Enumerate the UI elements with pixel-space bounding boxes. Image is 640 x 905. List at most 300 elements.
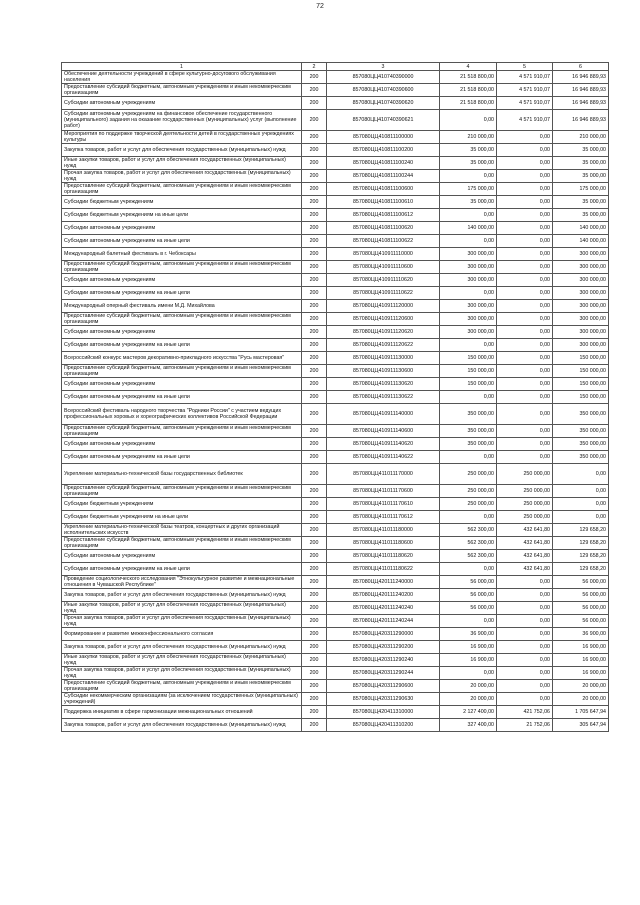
cell-executed-amount: 0,00 xyxy=(497,300,553,313)
table-row xyxy=(62,667,609,680)
cell-approved-amount: 300 000,00 xyxy=(440,313,497,326)
cell-approved-amount: 35 000,00 xyxy=(440,196,497,209)
cell-unexecuted-amount: 16 946 889,93 xyxy=(553,110,609,131)
cell-executed-amount: 0,00 xyxy=(497,352,553,365)
cell-unexecuted-amount: 150 000,00 xyxy=(553,378,609,391)
table-row xyxy=(62,404,609,425)
cell-unexecuted-amount: 16 946 889,93 xyxy=(553,71,609,84)
table-row xyxy=(62,222,609,235)
cell-classification-code: 857080ЦЦ410811100610 xyxy=(327,196,440,209)
cell-line-code: 200 xyxy=(302,589,327,602)
cell-executed-amount: 0,00 xyxy=(497,131,553,144)
cell-unexecuted-amount: 350 000,00 xyxy=(553,451,609,464)
cell-approved-amount: 0,00 xyxy=(440,339,497,352)
cell-description: Международный балетный фестиваль в г. Чебоксары xyxy=(62,248,302,261)
cell-line-code: 200 xyxy=(302,287,327,300)
cell-line-code: 200 xyxy=(302,209,327,222)
cell-description: Предоставление субсидий бюджетным, автономным учреждениям и иным некоммерческим организациям xyxy=(62,537,302,550)
table-row xyxy=(62,313,609,326)
cell-approved-amount: 0,00 xyxy=(440,391,497,404)
cell-classification-code: 857080ЦЦ411011180000 xyxy=(327,524,440,537)
cell-approved-amount: 300 000,00 xyxy=(440,326,497,339)
cell-approved-amount: 175 000,00 xyxy=(440,183,497,196)
cell-approved-amount: 350 000,00 xyxy=(440,404,497,425)
cell-line-code: 200 xyxy=(302,680,327,693)
cell-executed-amount: 4 571 910,07 xyxy=(497,110,553,131)
cell-classification-code: 857080ЦЦ411011170612 xyxy=(327,511,440,524)
cell-line-code: 200 xyxy=(302,170,327,183)
cell-approved-amount: 21 518 800,00 xyxy=(440,71,497,84)
cell-classification-code: 857080ЦЦ410811100620 xyxy=(327,222,440,235)
cell-classification-code: 857080ЦЦ420111240000 xyxy=(327,576,440,589)
cell-unexecuted-amount: 35 000,00 xyxy=(553,170,609,183)
cell-executed-amount: 0,00 xyxy=(497,628,553,641)
cell-classification-code: 857080ЦЦ410811100000 xyxy=(327,131,440,144)
cell-executed-amount: 4 571 910,07 xyxy=(497,97,553,110)
cell-classification-code: 857080ЦЦ410811100240 xyxy=(327,157,440,170)
table-row xyxy=(62,84,609,97)
cell-approved-amount: 562 300,00 xyxy=(440,550,497,563)
cell-unexecuted-amount: 36 900,00 xyxy=(553,628,609,641)
cell-line-code: 200 xyxy=(302,157,327,170)
cell-unexecuted-amount: 300 000,00 xyxy=(553,313,609,326)
cell-unexecuted-amount: 20 000,00 xyxy=(553,693,609,706)
column-header: 1 xyxy=(62,63,302,71)
cell-approved-amount: 210 000,00 xyxy=(440,131,497,144)
cell-approved-amount: 150 000,00 xyxy=(440,365,497,378)
cell-line-code: 200 xyxy=(302,404,327,425)
cell-description: Прочая закупка товаров, работ и услуг для обеспечения государственных (муниципальных) нужд xyxy=(62,615,302,628)
cell-line-code: 200 xyxy=(302,576,327,589)
cell-unexecuted-amount: 140 000,00 xyxy=(553,222,609,235)
cell-classification-code: 857080ЦЦ410811100200 xyxy=(327,144,440,157)
table-row xyxy=(62,641,609,654)
cell-executed-amount: 250 000,00 xyxy=(497,511,553,524)
cell-description: Прочая закупка товаров, работ и услуг для обеспечения государственных (муниципальных) нужд xyxy=(62,170,302,183)
cell-line-code: 200 xyxy=(302,274,327,287)
cell-description: Предоставление субсидий бюджетным, автономным учреждениям и иным некоммерческим организациям xyxy=(62,84,302,97)
cell-description: Предоставление субсидий бюджетным, автономным учреждениям и иным некоммерческим организациям xyxy=(62,425,302,438)
table-row xyxy=(62,196,609,209)
cell-description: Поддержка инициатив в сфере гармонизации межнациональных отношений xyxy=(62,706,302,719)
cell-executed-amount: 4 571 910,07 xyxy=(497,71,553,84)
cell-description: Субсидии автономным учреждениям на иные цели xyxy=(62,339,302,352)
cell-description: Субсидии автономным учреждениям xyxy=(62,378,302,391)
cell-executed-amount: 0,00 xyxy=(497,248,553,261)
cell-executed-amount: 0,00 xyxy=(497,209,553,222)
cell-description: Субсидии бюджетным учреждениям на иные цели xyxy=(62,209,302,222)
cell-line-code: 200 xyxy=(302,131,327,144)
cell-description: Субсидии некоммерческим организациям (за исключением государственных (муниципальных) учреждений) xyxy=(62,693,302,706)
cell-approved-amount: 0,00 xyxy=(440,235,497,248)
cell-description: Субсидии автономным учреждениям xyxy=(62,326,302,339)
cell-executed-amount: 0,00 xyxy=(497,261,553,274)
cell-executed-amount: 0,00 xyxy=(497,157,553,170)
cell-line-code: 200 xyxy=(302,693,327,706)
cell-description: Субсидии автономным учреждениям xyxy=(62,438,302,451)
cell-description: Субсидии бюджетным учреждениям на иные цели xyxy=(62,511,302,524)
cell-description: Субсидии автономным учреждениям на финансовое обеспечение государственного (муниципального) задания на оказание государственных (муниципальных) услуг (выполнение работ) xyxy=(62,110,302,131)
cell-executed-amount: 250 000,00 xyxy=(497,485,553,498)
cell-executed-amount: 0,00 xyxy=(497,144,553,157)
cell-line-code: 200 xyxy=(302,144,327,157)
table-row xyxy=(62,391,609,404)
cell-classification-code: 857080ЦЦ410811100244 xyxy=(327,170,440,183)
cell-description: Формирование и развитие межконфессионального согласия xyxy=(62,628,302,641)
cell-line-code: 200 xyxy=(302,641,327,654)
cell-line-code: 200 xyxy=(302,706,327,719)
cell-classification-code: 857080ЦЦ410911110620 xyxy=(327,274,440,287)
cell-unexecuted-amount: 16 900,00 xyxy=(553,654,609,667)
cell-description: Субсидии бюджетным учреждениям xyxy=(62,498,302,511)
cell-line-code: 200 xyxy=(302,300,327,313)
table-row xyxy=(62,131,609,144)
cell-description: Субсидии автономным учреждениям на иные цели xyxy=(62,287,302,300)
cell-executed-amount: 4 571 910,07 xyxy=(497,84,553,97)
cell-description: Субсидии автономным учреждениям на иные цели xyxy=(62,563,302,576)
cell-approved-amount: 350 000,00 xyxy=(440,425,497,438)
cell-classification-code: 857080ЦЦ410911130620 xyxy=(327,378,440,391)
cell-line-code: 200 xyxy=(302,628,327,641)
cell-line-code: 200 xyxy=(302,464,327,485)
cell-classification-code: 857080ЦЦ420311290630 xyxy=(327,693,440,706)
cell-classification-code: 857080ЦЦ411011180622 xyxy=(327,563,440,576)
cell-approved-amount: 150 000,00 xyxy=(440,352,497,365)
cell-executed-amount: 0,00 xyxy=(497,339,553,352)
table-row xyxy=(62,157,609,170)
cell-classification-code: 857080ЦЦ410911120000 xyxy=(327,300,440,313)
cell-approved-amount: 0,00 xyxy=(440,667,497,680)
cell-line-code: 200 xyxy=(302,378,327,391)
cell-executed-amount: 0,00 xyxy=(497,287,553,300)
cell-line-code: 200 xyxy=(302,365,327,378)
table-body xyxy=(62,71,609,732)
cell-unexecuted-amount: 150 000,00 xyxy=(553,365,609,378)
cell-unexecuted-amount: 56 000,00 xyxy=(553,602,609,615)
cell-executed-amount: 432 641,80 xyxy=(497,537,553,550)
cell-line-code: 200 xyxy=(302,222,327,235)
cell-classification-code: 857080ЦЦ420111240240 xyxy=(327,602,440,615)
cell-description: Субсидии автономным учреждениям xyxy=(62,550,302,563)
cell-unexecuted-amount: 210 000,00 xyxy=(553,131,609,144)
cell-executed-amount: 0,00 xyxy=(497,222,553,235)
cell-classification-code: 857080ЦЦ410911110000 xyxy=(327,248,440,261)
cell-description: Субсидии автономным учреждениям xyxy=(62,222,302,235)
cell-unexecuted-amount: 300 000,00 xyxy=(553,287,609,300)
cell-approved-amount: 36 900,00 xyxy=(440,628,497,641)
cell-approved-amount: 0,00 xyxy=(440,615,497,628)
cell-description: Мероприятия по поддержке творческой деятельности детей в государственных учреждениях культуры xyxy=(62,131,302,144)
cell-line-code: 200 xyxy=(302,313,327,326)
cell-line-code: 200 xyxy=(302,537,327,550)
cell-executed-amount: 0,00 xyxy=(497,602,553,615)
table-row xyxy=(62,339,609,352)
cell-description: Предоставление субсидий бюджетным, автономным учреждениям и иным некоммерческим организациям xyxy=(62,313,302,326)
table-row xyxy=(62,170,609,183)
cell-classification-code: 857080ЦЦ420111240244 xyxy=(327,615,440,628)
cell-classification-code: 857080ЦЦ411011170000 xyxy=(327,464,440,485)
cell-description: Субсидии бюджетным учреждениям xyxy=(62,196,302,209)
cell-approved-amount: 300 000,00 xyxy=(440,261,497,274)
table-row xyxy=(62,300,609,313)
cell-line-code: 200 xyxy=(302,438,327,451)
cell-line-code: 200 xyxy=(302,511,327,524)
cell-executed-amount: 432 641,80 xyxy=(497,524,553,537)
table-row xyxy=(62,274,609,287)
table-row xyxy=(62,719,609,732)
cell-approved-amount: 562 300,00 xyxy=(440,537,497,550)
cell-executed-amount: 0,00 xyxy=(497,576,553,589)
cell-approved-amount: 16 900,00 xyxy=(440,641,497,654)
cell-classification-code: 857080ЦЦ410911130600 xyxy=(327,365,440,378)
cell-line-code: 200 xyxy=(302,550,327,563)
cell-unexecuted-amount: 16 946 889,93 xyxy=(553,97,609,110)
cell-unexecuted-amount: 35 000,00 xyxy=(553,144,609,157)
cell-unexecuted-amount: 129 658,20 xyxy=(553,563,609,576)
cell-executed-amount: 432 641,80 xyxy=(497,563,553,576)
cell-executed-amount: 0,00 xyxy=(497,654,553,667)
cell-approved-amount: 0,00 xyxy=(440,511,497,524)
cell-unexecuted-amount: 0,00 xyxy=(553,485,609,498)
table-row xyxy=(62,615,609,628)
cell-description: Предоставление субсидий бюджетным, автономным учреждениям и иным некоммерческим организациям xyxy=(62,183,302,196)
cell-approved-amount: 21 518 800,00 xyxy=(440,84,497,97)
cell-classification-code: 857080ЦЦ410911120622 xyxy=(327,339,440,352)
table-row xyxy=(62,485,609,498)
cell-description: Прочая закупка товаров, работ и услуг для обеспечения государственных (муниципальных) нужд xyxy=(62,667,302,680)
cell-line-code: 200 xyxy=(302,425,327,438)
budget-execution-table xyxy=(61,62,609,732)
cell-line-code: 200 xyxy=(302,391,327,404)
cell-line-code: 200 xyxy=(302,196,327,209)
cell-description: Субсидии автономным учреждениям на иные цели xyxy=(62,451,302,464)
table-row xyxy=(62,326,609,339)
cell-classification-code: 857080ЦЦ410811100600 xyxy=(327,183,440,196)
table-row xyxy=(62,110,609,131)
table-row xyxy=(62,576,609,589)
cell-executed-amount: 0,00 xyxy=(497,274,553,287)
cell-approved-amount: 56 000,00 xyxy=(440,576,497,589)
cell-approved-amount: 2 127 400,00 xyxy=(440,706,497,719)
cell-executed-amount: 250 000,00 xyxy=(497,498,553,511)
cell-line-code: 200 xyxy=(302,654,327,667)
cell-description: Иные закупки товаров, работ и услуг для обеспечения государственных (муниципальных) нужд xyxy=(62,654,302,667)
cell-unexecuted-amount: 56 000,00 xyxy=(553,589,609,602)
cell-unexecuted-amount: 0,00 xyxy=(553,498,609,511)
cell-classification-code: 857080ЦЦ410811100622 xyxy=(327,235,440,248)
cell-executed-amount: 0,00 xyxy=(497,378,553,391)
table-row xyxy=(62,693,609,706)
cell-classification-code: 857080ЦЦ420411310000 xyxy=(327,706,440,719)
table-row xyxy=(62,235,609,248)
cell-approved-amount: 0,00 xyxy=(440,170,497,183)
cell-classification-code: 857080ЦЦ410911140000 xyxy=(327,404,440,425)
cell-unexecuted-amount: 300 000,00 xyxy=(553,326,609,339)
table-row xyxy=(62,524,609,537)
cell-approved-amount: 0,00 xyxy=(440,563,497,576)
table-row xyxy=(62,511,609,524)
cell-line-code: 200 xyxy=(302,339,327,352)
cell-unexecuted-amount: 1 705 647,94 xyxy=(553,706,609,719)
cell-line-code: 200 xyxy=(302,183,327,196)
cell-executed-amount: 0,00 xyxy=(497,667,553,680)
table-row xyxy=(62,287,609,300)
table-row xyxy=(62,438,609,451)
table-row xyxy=(62,71,609,84)
cell-unexecuted-amount: 150 000,00 xyxy=(553,352,609,365)
cell-approved-amount: 56 000,00 xyxy=(440,589,497,602)
cell-description: Предоставление субсидий бюджетным, автономным учреждениям и иным некоммерческим организациям xyxy=(62,680,302,693)
cell-line-code: 200 xyxy=(302,71,327,84)
cell-description: Обеспечение деятельности учреждений в сфере культурно-досугового обслуживания населения xyxy=(62,71,302,84)
cell-classification-code: 857080ЦЦ410911130000 xyxy=(327,352,440,365)
table-row xyxy=(62,144,609,157)
cell-approved-amount: 250 000,00 xyxy=(440,498,497,511)
cell-executed-amount: 0,00 xyxy=(497,170,553,183)
cell-description: Предоставление субсидий бюджетным, автономным учреждениям и иным некоммерческим организациям xyxy=(62,365,302,378)
cell-unexecuted-amount: 350 000,00 xyxy=(553,404,609,425)
cell-executed-amount: 0,00 xyxy=(497,589,553,602)
table-row xyxy=(62,589,609,602)
cell-approved-amount: 300 000,00 xyxy=(440,300,497,313)
cell-approved-amount: 327 400,00 xyxy=(440,719,497,732)
cell-approved-amount: 300 000,00 xyxy=(440,248,497,261)
cell-approved-amount: 20 000,00 xyxy=(440,693,497,706)
cell-unexecuted-amount: 300 000,00 xyxy=(553,274,609,287)
cell-description: Всероссийский фестиваль народного творчества "Родники России" с участием ведущих профессиональных хоровых и хореографических коллективов Российской Федерации xyxy=(62,404,302,425)
cell-unexecuted-amount: 56 000,00 xyxy=(553,615,609,628)
cell-classification-code: 857080ЦЦ410740390600 xyxy=(327,84,440,97)
table-row xyxy=(62,378,609,391)
cell-approved-amount: 250 000,00 xyxy=(440,485,497,498)
cell-description: Предоставление субсидий бюджетным, автономным учреждениям и иным некоммерческим организациям xyxy=(62,261,302,274)
table-row xyxy=(62,261,609,274)
cell-description: Субсидии автономным учреждениям на иные цели xyxy=(62,235,302,248)
cell-classification-code: 857080ЦЦ410911110622 xyxy=(327,287,440,300)
cell-description: Укрепление материально-технической базы театров, концертных и других организаций исполнительских искусств xyxy=(62,524,302,537)
cell-line-code: 200 xyxy=(302,97,327,110)
cell-approved-amount: 140 000,00 xyxy=(440,222,497,235)
cell-classification-code: 857080ЦЦ410911140622 xyxy=(327,451,440,464)
cell-unexecuted-amount: 350 000,00 xyxy=(553,425,609,438)
cell-unexecuted-amount: 300 000,00 xyxy=(553,261,609,274)
table-row xyxy=(62,248,609,261)
cell-approved-amount: 20 000,00 xyxy=(440,680,497,693)
cell-unexecuted-amount: 16 946 889,93 xyxy=(553,84,609,97)
cell-classification-code: 857080ЦЦ420311290000 xyxy=(327,628,440,641)
page-number: 72 xyxy=(316,3,324,10)
cell-line-code: 200 xyxy=(302,615,327,628)
cell-classification-code: 857080ЦЦ410740390000 xyxy=(327,71,440,84)
cell-executed-amount: 0,00 xyxy=(497,196,553,209)
cell-executed-amount: 421 752,06 xyxy=(497,706,553,719)
cell-unexecuted-amount: 300 000,00 xyxy=(553,339,609,352)
cell-executed-amount: 0,00 xyxy=(497,235,553,248)
cell-unexecuted-amount: 16 900,00 xyxy=(553,667,609,680)
cell-line-code: 200 xyxy=(302,485,327,498)
cell-unexecuted-amount: 129 658,20 xyxy=(553,537,609,550)
cell-executed-amount: 0,00 xyxy=(497,615,553,628)
cell-description: Закупка товаров, работ и услуг для обеспечения государственных (муниципальных) нужд xyxy=(62,641,302,654)
cell-executed-amount: 0,00 xyxy=(497,183,553,196)
cell-executed-amount: 0,00 xyxy=(497,451,553,464)
table-row xyxy=(62,352,609,365)
cell-unexecuted-amount: 0,00 xyxy=(553,511,609,524)
table-row xyxy=(62,498,609,511)
cell-unexecuted-amount: 20 000,00 xyxy=(553,680,609,693)
cell-unexecuted-amount: 350 000,00 xyxy=(553,438,609,451)
cell-approved-amount: 56 000,00 xyxy=(440,602,497,615)
cell-unexecuted-amount: 150 000,00 xyxy=(553,391,609,404)
cell-classification-code: 857080ЦЦ410911130622 xyxy=(327,391,440,404)
cell-description: Укрепление материально-технической базы государственных библиотек xyxy=(62,464,302,485)
table-row xyxy=(62,97,609,110)
cell-classification-code: 857080ЦЦ420311290200 xyxy=(327,641,440,654)
cell-description: Иные закупки товаров, работ и услуг для обеспечения государственных (муниципальных) нужд xyxy=(62,157,302,170)
cell-description: Иные закупки товаров, работ и услуг для обеспечения государственных (муниципальных) нужд xyxy=(62,602,302,615)
cell-approved-amount: 16 900,00 xyxy=(440,654,497,667)
cell-unexecuted-amount: 305 647,94 xyxy=(553,719,609,732)
table-row xyxy=(62,183,609,196)
cell-line-code: 200 xyxy=(302,563,327,576)
cell-line-code: 200 xyxy=(302,248,327,261)
cell-executed-amount: 0,00 xyxy=(497,425,553,438)
table-row xyxy=(62,365,609,378)
table-row xyxy=(62,680,609,693)
cell-line-code: 200 xyxy=(302,261,327,274)
cell-unexecuted-amount: 35 000,00 xyxy=(553,196,609,209)
cell-unexecuted-amount: 0,00 xyxy=(553,464,609,485)
cell-executed-amount: 0,00 xyxy=(497,680,553,693)
cell-line-code: 200 xyxy=(302,235,327,248)
column-header: 2 xyxy=(302,63,327,71)
cell-executed-amount: 0,00 xyxy=(497,326,553,339)
cell-classification-code: 857080ЦЦ411011170610 xyxy=(327,498,440,511)
cell-line-code: 200 xyxy=(302,498,327,511)
cell-unexecuted-amount: 16 900,00 xyxy=(553,641,609,654)
cell-classification-code: 857080ЦЦ410911140620 xyxy=(327,438,440,451)
cell-approved-amount: 0,00 xyxy=(440,287,497,300)
table-header-row xyxy=(62,63,609,71)
table-row xyxy=(62,425,609,438)
cell-executed-amount: 0,00 xyxy=(497,693,553,706)
cell-classification-code: 857080ЦЦ411011180600 xyxy=(327,537,440,550)
cell-classification-code: 857080ЦЦ420311290600 xyxy=(327,680,440,693)
cell-description: Субсидии автономным учреждениям на иные цели xyxy=(62,391,302,404)
cell-approved-amount: 0,00 xyxy=(440,110,497,131)
cell-unexecuted-amount: 129 658,20 xyxy=(553,524,609,537)
table-row xyxy=(62,464,609,485)
table-row xyxy=(62,628,609,641)
cell-classification-code: 857080ЦЦ410740390620 xyxy=(327,97,440,110)
cell-executed-amount: 0,00 xyxy=(497,391,553,404)
cell-description: Субсидии автономным учреждениям xyxy=(62,274,302,287)
cell-classification-code: 857080ЦЦ420311290240 xyxy=(327,654,440,667)
cell-approved-amount: 150 000,00 xyxy=(440,378,497,391)
cell-classification-code: 857080ЦЦ410911120620 xyxy=(327,326,440,339)
cell-unexecuted-amount: 300 000,00 xyxy=(553,248,609,261)
cell-classification-code: 857080ЦЦ420311290244 xyxy=(327,667,440,680)
table-row xyxy=(62,563,609,576)
cell-executed-amount: 0,00 xyxy=(497,404,553,425)
cell-unexecuted-amount: 175 000,00 xyxy=(553,183,609,196)
cell-description: Закупка товаров, работ и услуг для обеспечения государственных (муниципальных) нужд xyxy=(62,719,302,732)
cell-description: Субсидии автономным учреждениям xyxy=(62,97,302,110)
cell-executed-amount: 250 000,00 xyxy=(497,464,553,485)
cell-classification-code: 857080ЦЦ410911120600 xyxy=(327,313,440,326)
cell-line-code: 200 xyxy=(302,602,327,615)
cell-approved-amount: 0,00 xyxy=(440,209,497,222)
